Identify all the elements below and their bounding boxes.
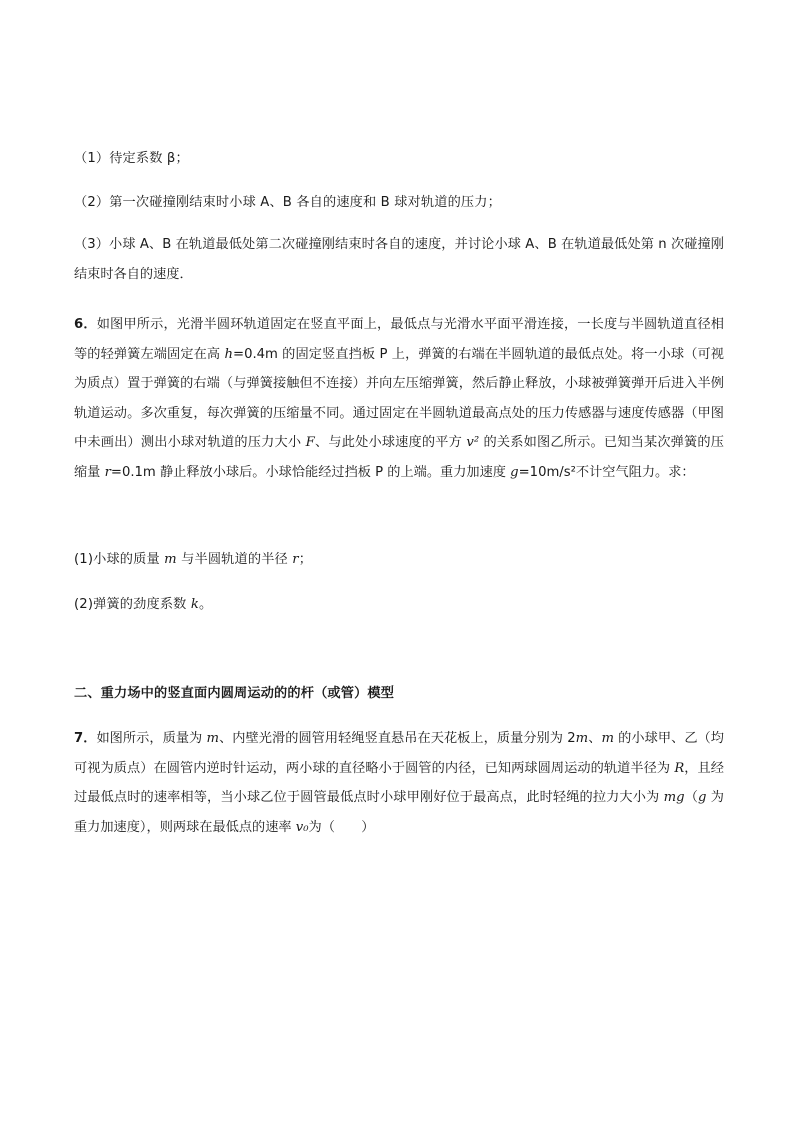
var-v2: v² xyxy=(466,435,480,450)
var-g: g xyxy=(510,464,519,480)
problem7-number: 7． xyxy=(74,731,97,746)
var-F: F xyxy=(305,435,315,450)
problem6-text: 6．如图甲所示，光滑半圆环轨道固定在竖直平面上，最低点与光滑水平面平滑连接，一长度与半圆轨道直径相等的轻弹簧左端固定在高 h=0.4m 的固定竖直挡板 P 上，弹簧的右端在半圆轨道的最低点处。将一小球（可视为质点）置于弹簧的右端（与弹簧接触但不连接）并向左压缩弹簧，然后静止释放，小球被弹簧弹开后进入半例轨道运动。多次重复，每次弹簧的压缩量不同。通过固定在半圆轨道最高点处的压力传感器与速度传感器（甲图中未画出）测出小球对轨道的压力大小 F、与此处小球速度的平方 v² 的关系如图乙所示。已知当某次弹簧的压缩量 r=0.1m 静止释放小球后。小球恰能经过挡板 P 的上端。重力加速度 g=10m/s²不计空气阻力。求： xyxy=(74,317,724,480)
problem6-question1: (1)小球的质量 m 与半圆轨道的半径 r； xyxy=(74,552,313,567)
problem7-text: 7．如图所示，质量为 m、内壁光滑的圆管用轻绳竖直悬吊在天花板上，质量分别为 2m、m 的小球甲、乙（均可视为质点）在圆管内逆时针运动，两小球的直径略小于圆管的内径，已知两球圆周运动的轨道半径为 R，且经过最低点时的速率相等，当小球乙位于圆管最低点时小球甲刚好位于最高点，此时轻绳的拉力大小为 mg（g 为重力加速度），则两球在最低点的速率 v₀为（ ） xyxy=(74,731,724,835)
problem6-number: 6． xyxy=(74,317,97,332)
problem5-part3: （3）小球 A、B 在轨道最低处第二次碰撞刚结束时各自的速度，并讨论小球 A、B 在轨道最低处第 n 次碰撞刚结束时各自的速度． xyxy=(74,237,724,282)
section2-heading: 二、重力场中的竖直面内圆周运动的的杆（或管）模型 xyxy=(74,686,395,701)
var-h: h xyxy=(224,346,234,362)
problem5-part2: （2）第一次碰撞刚结束时小球 A、B 各自的速度和 B 球对轨道的压力； xyxy=(74,195,501,210)
var-r: r xyxy=(104,464,111,480)
problem5-part1: （1）待定系数 β； xyxy=(74,151,189,166)
problem6-question2: (2)弹簧的劲度系数 k。 xyxy=(74,597,213,612)
